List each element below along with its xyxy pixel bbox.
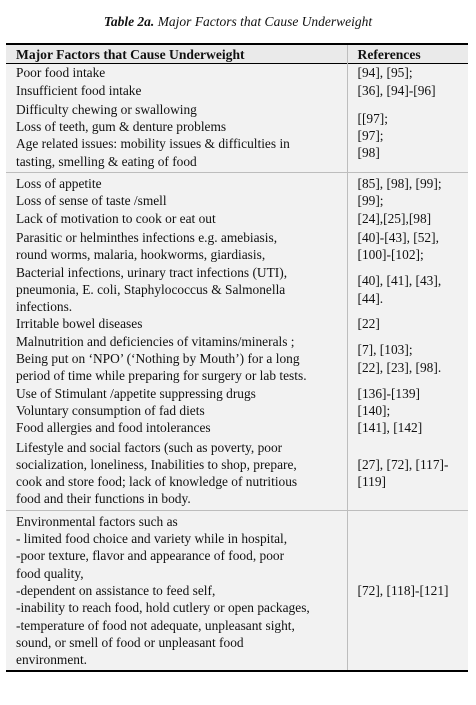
factor-line: Loss of sense of taste /smell [16,193,167,209]
table-row [6,264,468,316]
factor-cell [6,315,347,332]
factor-line: infections. [16,299,73,315]
factor-line: Being put on ‘NPO’ (‘Nothing by Mouth’) for a long [16,351,300,367]
reference-cell [347,385,468,437]
factor-cell [6,333,347,385]
factor-line: -poor texture, flavor and appearance of food, poor [16,548,285,564]
factor-line: - limited food choice and variety while in hospital, [16,531,288,547]
factor-line: food and their functions in body. [16,491,191,507]
table-row [6,333,468,385]
factor-cell [6,99,347,173]
reference-cell [347,229,468,264]
reference-line: [[97]; [357,110,388,126]
factor-line: Loss of teeth, gum & denture problems [16,119,227,135]
table-caption [0,14,476,30]
factor-line: Use of Stimulant /appetite suppressing drugs [16,385,256,401]
factor-cell [6,437,347,511]
reference-line: [141], [142] [357,420,423,436]
table-row [6,385,468,437]
table-caption-title: Major Factors that Cause Underweight [154,14,373,29]
factor-line: Parasitic or helminthes infections e.g. amebiasis, [16,229,278,245]
table-row [6,64,468,99]
factor-line: round worms, malaria, hookworms, giardiasis, [16,247,266,263]
factor-line: period of time while preparing for surgery or lab tests. [16,368,307,384]
reference-line: [98] [357,145,380,161]
reference-line: [40]-[43], [52], [357,229,439,245]
factor-line: socialization, loneliness, Inabilities to shop, prepare, [16,456,297,472]
factor-line: Poor food intake [16,65,106,81]
factor-line: cook and store food; lack of knowledge of nutritious [16,474,298,490]
reference-line: [24],[25],[98] [357,210,432,226]
reference-line: [97]; [357,127,384,143]
factor-line: Loss of appetite [16,176,102,192]
reference-line: [119] [357,474,387,490]
reference-line: [100]-[102]; [357,247,424,263]
reference-cell [347,437,468,511]
reference-line: [99]; [357,193,384,209]
reference-cell [347,64,468,99]
reference-line: [94], [95]; [357,65,413,81]
factor-line: Difficulty chewing or swallowing [16,101,197,117]
reference-line: [7], [103]; [357,342,413,358]
table-row [6,99,468,173]
reference-cell [347,510,468,671]
reference-line: [136]-[139] [357,385,420,401]
column-header-factors: Major Factors that Cause Underweight [16,47,245,62]
table-header-row [6,44,468,64]
reference-cell [347,333,468,385]
table-row [6,510,468,671]
factor-line: Food allergies and food intolerances [16,420,211,436]
table-row [6,229,468,264]
table-row [6,173,468,229]
reference-line: [22] [357,316,380,332]
factor-line: pneumonia, E. coli, Staphylococcus & Salmonella [16,281,286,297]
factor-line: Irritable bowel diseases [16,316,143,332]
reference-line: [44]. [357,290,384,306]
factor-cell [6,229,347,264]
factor-line: Environmental factors such as [16,513,178,529]
factor-line: sound, or smell of food or unpleasant food [16,634,244,650]
factor-line: Lack of motivation to cook or eat out [16,210,216,226]
factor-line: -temperature of food not adequate, unpleasant sight, [16,617,295,633]
reference-cell [347,264,468,316]
underweight-factors-table [6,43,468,672]
factor-line: Voluntary consumption of fad diets [16,402,205,418]
table-row [6,437,468,511]
factor-line: tasting, smelling & eating of food [16,153,197,169]
factor-cell [6,173,347,229]
reference-line: [22], [23], [98]. [357,359,442,375]
factor-line: Lifestyle and social factors (such as poverty, poor [16,439,283,455]
factor-line: Age related issues: mobility issues & difficulties in [16,136,290,152]
reference-cell [347,99,468,173]
column-header-references: References [347,44,468,64]
factor-line: Bacterial infections, urinary tract infections (UTI), [16,264,288,280]
table-row [6,315,468,332]
reference-line: [85], [98], [99]; [357,176,442,192]
factor-cell [6,385,347,437]
factor-cell [6,510,347,671]
table-caption-label: Table 2a. [103,14,155,29]
reference-line: [36], [94]-[96] [357,82,436,98]
factor-line: environment. [16,652,88,668]
factor-line: Insufficient food intake [16,82,142,98]
factor-cell [6,64,347,99]
reference-line: [140]; [357,402,391,418]
factor-line: Malnutrition and deficiencies of vitamins/minerals ; [16,333,295,349]
reference-line: [40], [41], [43], [357,273,442,289]
reference-cell [347,315,468,332]
reference-line: [27], [72], [117]- [357,456,449,472]
factor-line: -inability to reach food, hold cutlery or open packages, [16,600,310,616]
factor-cell [6,264,347,316]
reference-cell [347,173,468,229]
reference-line: [72], [118]-[121] [357,582,449,598]
factor-line: food quality, [16,565,84,581]
table-body [6,64,468,672]
factor-line: -dependent on assistance to feed self, [16,582,216,598]
